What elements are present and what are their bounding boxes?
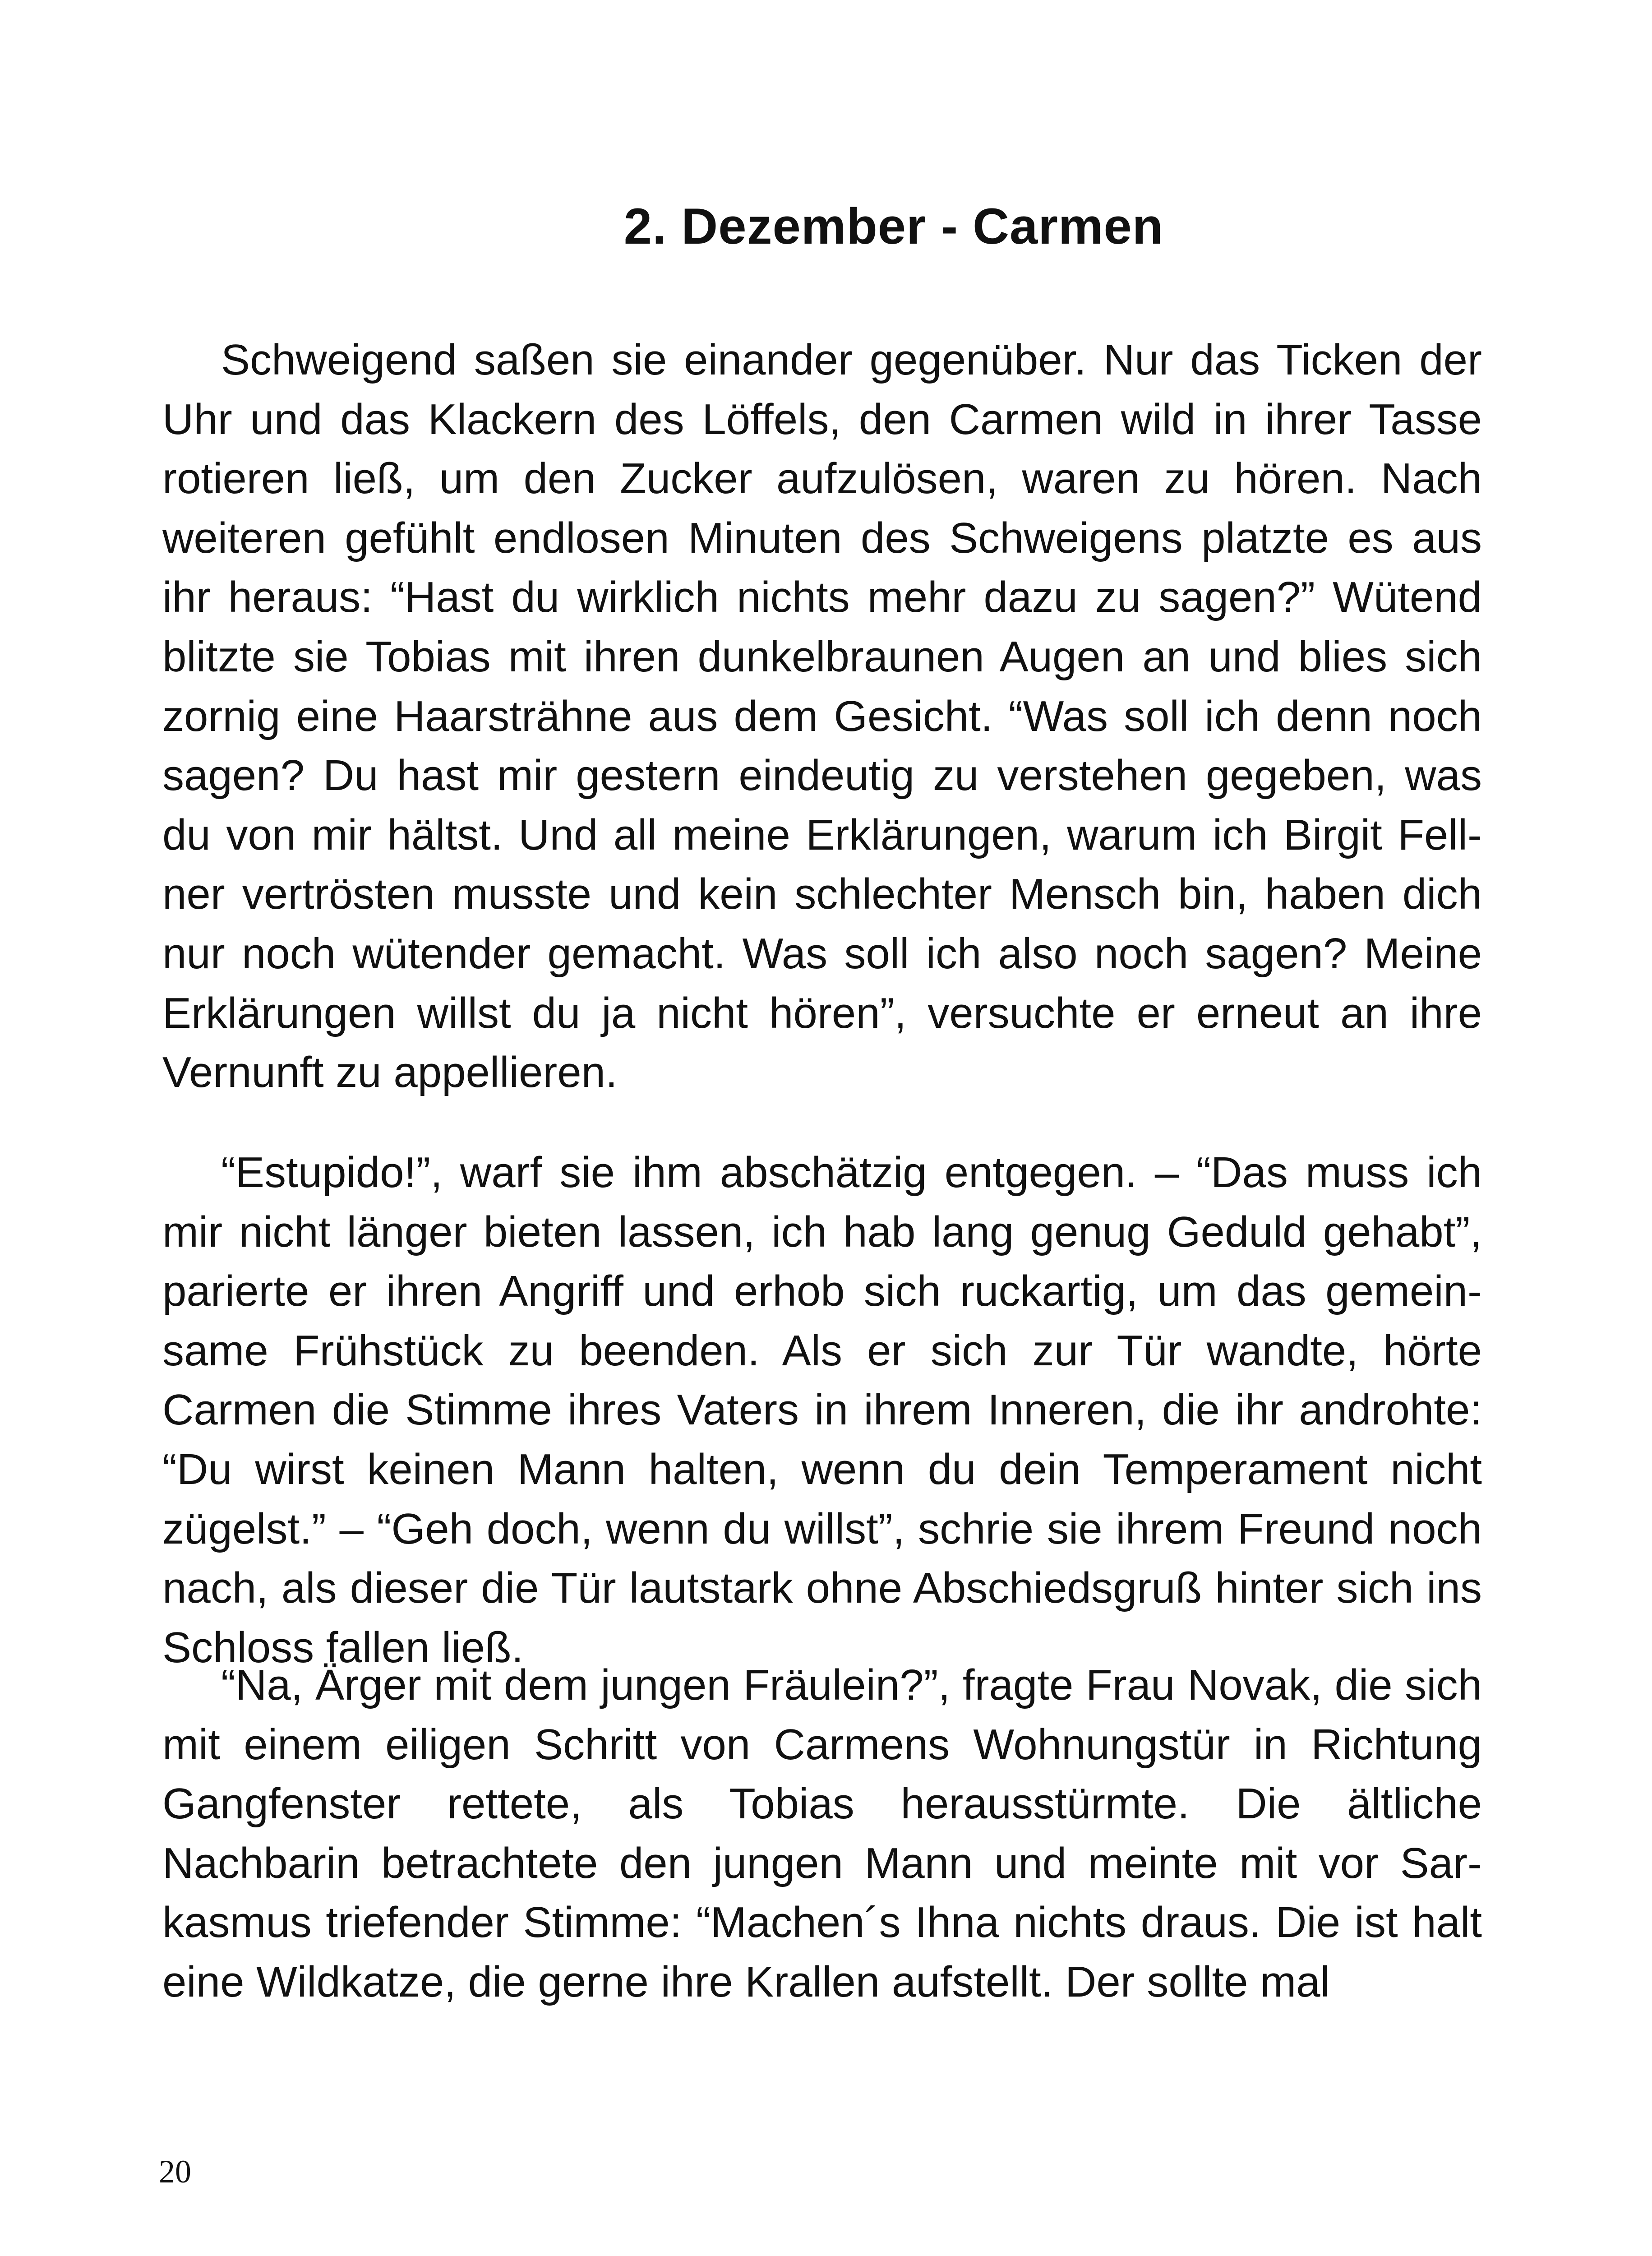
paragraph-3: “Na, Ärger mit dem jungen Fräulein?”, fragte Frau Novak, die sich mit einem eiligen Schritt von Carmens Wohnungstür in Richtung Gangfenster rettete, als Tobias herausstürmte. Die ältliche Nachbarin betrachtete den jungen Mann und meinte mit vor Sarkasmus triefender Stimme: “Machen´s Ihna nichts draus. Die ist halt eine Wildkatze, die gerne ihre Krallen aufstellt. Der sollte mal <box>162 1661 1482 2006</box>
paragraph-2: “Estupido!”, warf sie ihm abschätzig entgegen. – “Das muss ich mir nicht länger bieten lassen, ich hab lang genug Geduld gehabt”, parierte er ihren Angriff und erhob sich ruckartig, um das gemeinsame Frühstück zu beenden. Als er sich zur Tür wandte, hörte Carmen die Stimme ihres Vaters in ihrem Inneren, die ihr androhte: “Du wirst keinen Mann halten, wenn du dein Temperament nicht zügelst.” – “Geh doch, wenn du willst”, schrie sie ihrem Freund noch nach, als dieser die Tür lautstark ohne Abschiedsgruß hinter sich ins Schloss fallen ließ. <box>162 1148 1482 1672</box>
paragraph-1: Schweigend saßen sie einander gegenüber. Nur das Ticken der Uhr und das Klackern des Löffels, den Carmen wild in ihrer Tasse rotieren ließ, um den Zucker aufzulösen, waren zu hören. Nach weiteren gefühlt endlosen Minuten des Schweigens platzte es aus ihr heraus: “Hast du wirklich nichts mehr dazu zu sagen?” Wütend blitzte sie Tobias mit ihren dunkelbraunen Augen an und blies sich zornig eine Haarsträhne aus dem Gesicht. “Was soll ich denn noch sagen? Du hast mir gestern eindeutig zu verstehen gegeben, was du von mir hältst. Und all meine Erklärungen, warum ich Birgit Fellner vertrösten musste und kein schlechter Mensch bin, haben dich nur noch wütender gemacht. Was soll ich also noch sagen? Meine Erklärungen willst du ja nicht hören”, versuchte er erneut an ihre Vernunft zu appellieren. <box>162 336 1482 1097</box>
chapter-title: 2. Dezember - Carmen <box>623 198 1164 254</box>
page-number: 20 <box>159 2154 191 2190</box>
